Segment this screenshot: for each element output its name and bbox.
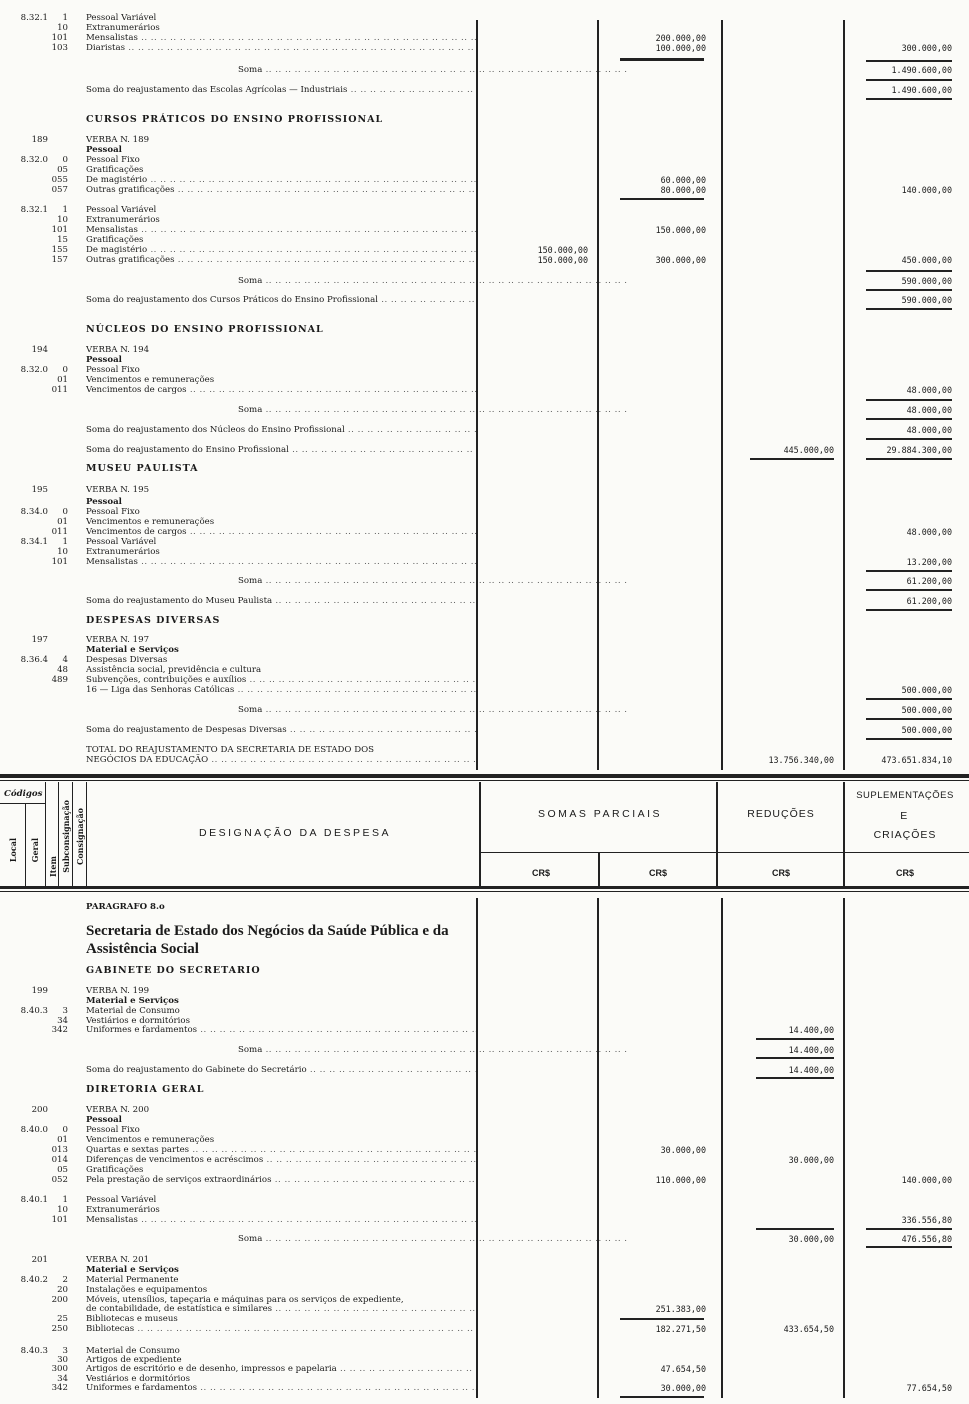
row-description: Artigos de escritório e de desenho, impressos e papelaria .. .. bbox=[86, 1363, 476, 1376]
code-item: 1 bbox=[62, 13, 68, 23]
suplementacoes-value: 48.000,00 bbox=[906, 527, 952, 537]
row-description: Subvenções, contribuições e auxílios .. .. bbox=[86, 674, 476, 687]
row-description: Vencimentos e remunerações bbox=[86, 375, 215, 385]
sum-rule bbox=[866, 609, 952, 611]
suplementacoes-value: 140.000,00 bbox=[901, 1175, 952, 1185]
row-description: Gratificações bbox=[86, 235, 144, 245]
reducoes-value: 445.000,00 bbox=[783, 445, 834, 455]
row-description: Soma do reajustamento dos Núcleos do Ensino Profissional .. .. bbox=[86, 424, 476, 437]
row-description: Pessoal bbox=[86, 355, 122, 365]
code-item: 01 bbox=[57, 1135, 68, 1145]
row-description: Material e Serviços bbox=[86, 996, 179, 1006]
suplementacoes-value: 336.556,80 bbox=[901, 1215, 952, 1225]
code-item: 103 bbox=[51, 43, 68, 53]
ledger-row bbox=[0, 254, 969, 267]
code-item: 011 bbox=[51, 527, 68, 537]
suplementacoes-value: 48.000,00 bbox=[906, 425, 952, 435]
row-description: Pessoal Fixo bbox=[86, 1125, 140, 1135]
ledger-row bbox=[0, 556, 969, 569]
code-local: 8.36.4 bbox=[20, 655, 48, 665]
row-description: Soma .. .. bbox=[238, 575, 628, 588]
header-col-rule bbox=[25, 804, 26, 886]
code-item: 342 bbox=[51, 1025, 68, 1035]
ledger-row bbox=[0, 595, 969, 608]
code-local: 194 bbox=[31, 345, 48, 355]
code-item: 489 bbox=[51, 675, 68, 685]
sum-rule bbox=[866, 270, 952, 272]
code-local: 8.34.1 bbox=[20, 537, 48, 547]
row-description: Vestiários e dormitórios bbox=[86, 1016, 190, 1026]
row-description: VERBA N. 194 bbox=[86, 345, 150, 355]
code-local: 8.32.1 bbox=[20, 13, 48, 23]
code-item: 20 bbox=[57, 1285, 68, 1295]
row-description: De magistério .. .. bbox=[86, 174, 476, 187]
ledger-row bbox=[0, 1064, 969, 1077]
code-item: 101 bbox=[51, 225, 68, 235]
code-local: 8.40.2 bbox=[20, 1275, 48, 1285]
row-description: TOTAL DO REAJUSTAMENTO DA SECRETARIA DE ESTADO DOS bbox=[86, 745, 375, 755]
code-local: 8.40.3 bbox=[20, 1346, 48, 1356]
code-item: 34 bbox=[57, 1374, 68, 1384]
code-item: 34 bbox=[57, 1016, 68, 1026]
row-description: 16 — Liga das Senhoras Católicas .. .. bbox=[86, 684, 476, 697]
code-local: 8.32.0 bbox=[20, 155, 48, 165]
ledger-row bbox=[0, 1214, 969, 1227]
row-description: Outras gratificações .. .. bbox=[86, 254, 476, 267]
row-description: Bibliotecas .. .. bbox=[86, 1323, 476, 1336]
header-local: Local bbox=[8, 838, 18, 863]
header-designacao: DESIGNAÇÃO DA DESPESA bbox=[199, 827, 391, 839]
row-description: VERBA N. 195 bbox=[86, 485, 150, 495]
code-item: 1 bbox=[62, 1195, 68, 1205]
code-item: 3 bbox=[62, 1006, 68, 1016]
row-description: Vencimentos e remunerações bbox=[86, 517, 215, 527]
header-mid-rule bbox=[479, 852, 969, 853]
reducoes-value: 30.000,00 bbox=[788, 1234, 834, 1244]
code-item: 10 bbox=[57, 1205, 68, 1215]
code-item: 0 bbox=[62, 155, 68, 165]
reducoes-value: 14.400,00 bbox=[788, 1065, 834, 1075]
ledger-row bbox=[0, 1233, 969, 1246]
sum-rule bbox=[866, 458, 952, 460]
code-item: 052 bbox=[51, 1175, 68, 1185]
suplementacoes-value: 48.000,00 bbox=[906, 405, 952, 415]
code-local: 8.32.0 bbox=[20, 365, 48, 375]
sum-rule bbox=[866, 289, 952, 291]
header-currency-1: CR$ bbox=[531, 868, 550, 878]
header-criacoes: CRIAÇÕES bbox=[873, 829, 937, 841]
row-description: Soma .. .. bbox=[238, 1233, 628, 1246]
row-description: Soma .. .. bbox=[238, 404, 628, 417]
ledger-row bbox=[0, 294, 969, 307]
section-heading: DIRETORIA GERAL bbox=[86, 1084, 205, 1095]
row-description: NEGÓCIOS DA EDUCAÇÃO .. .. bbox=[86, 754, 476, 767]
code-local: 201 bbox=[31, 1255, 48, 1265]
row-description: Extranumerários bbox=[86, 23, 160, 33]
code-item: 013 bbox=[51, 1145, 68, 1155]
code-local: 8.32.1 bbox=[20, 205, 48, 215]
section-heading: DESPESAS DIVERSAS bbox=[86, 615, 221, 626]
reducoes-value: 433.654,50 bbox=[783, 1324, 834, 1334]
sum-rule bbox=[866, 589, 952, 591]
sum-rule bbox=[866, 1228, 952, 1230]
code-item: 300 bbox=[51, 1364, 68, 1374]
header-e: E bbox=[900, 810, 910, 822]
sum-rule bbox=[866, 60, 952, 62]
ledger-row bbox=[0, 754, 969, 767]
suplementacoes-value: 500.000,00 bbox=[901, 705, 952, 715]
row-description: Pessoal Fixo bbox=[86, 507, 140, 517]
sum-rule bbox=[756, 1057, 834, 1059]
header-currency-3: CR$ bbox=[771, 868, 790, 878]
row-description: Pessoal Variável bbox=[86, 205, 157, 215]
suplementacoes-value: 13.200,00 bbox=[906, 557, 952, 567]
code-item: 200 bbox=[51, 1295, 68, 1305]
code-local: 197 bbox=[31, 635, 48, 645]
row-description: Gratificações bbox=[86, 1165, 144, 1175]
ledger-row bbox=[0, 384, 969, 397]
suplementacoes-value: 476.556,80 bbox=[901, 1234, 952, 1244]
sum-rule bbox=[866, 418, 952, 420]
section-heading: NÚCLEOS DO ENSINO PROFISSIONAL bbox=[86, 324, 324, 335]
suplementacoes-value: 450.000,00 bbox=[901, 255, 952, 265]
sum-rule bbox=[866, 98, 952, 100]
row-description: Soma do reajustamento das Escolas Agrícolas — Industriais .. .. bbox=[86, 84, 476, 97]
suplementacoes-value: 29.884.300,00 bbox=[886, 445, 952, 455]
row-description: Mensalistas .. .. bbox=[86, 1214, 476, 1227]
header-col-rule bbox=[45, 782, 46, 886]
row-description: Instalações e equipamentos bbox=[86, 1285, 208, 1295]
code-item: 01 bbox=[57, 375, 68, 385]
sum-rule bbox=[756, 1038, 834, 1040]
code-item: 05 bbox=[57, 165, 68, 175]
header-currency-4: CR$ bbox=[895, 868, 914, 878]
row-description: Vestiários e dormitórios bbox=[86, 1374, 190, 1384]
row-description: Uniformes e fardamentos .. .. bbox=[86, 1382, 476, 1395]
row-description: Pessoal Variável bbox=[86, 1195, 157, 1205]
suplementacoes-value: 1.490.600,00 bbox=[891, 65, 952, 75]
paragrafo-label: PARAGRAFO 8.o bbox=[86, 902, 165, 912]
sum-rule bbox=[866, 308, 952, 310]
code-item: 014 bbox=[51, 1155, 68, 1165]
sum-rule bbox=[866, 718, 952, 720]
section-heading: CURSOS PRÁTICOS DO ENSINO PROFISSIONAL bbox=[86, 114, 384, 125]
code-item: 155 bbox=[51, 245, 68, 255]
code-item: 1 bbox=[62, 205, 68, 215]
sum-rule bbox=[620, 1396, 704, 1398]
partial-sum-b: 60.000,00 bbox=[660, 175, 706, 185]
header-col-rule bbox=[716, 782, 718, 886]
row-description: Vencimentos de cargos .. .. bbox=[86, 384, 476, 397]
ledger-row bbox=[0, 1024, 969, 1037]
row-description: Mensalistas .. .. bbox=[86, 32, 476, 45]
row-description: Diferenças de vencimentos e acréscimos .. .. bbox=[86, 1154, 476, 1167]
row-description: Soma .. .. bbox=[238, 1044, 628, 1057]
row-description: de contabilidade, de estatística e similares .. .. bbox=[86, 1303, 476, 1316]
ledger-row bbox=[0, 1323, 969, 1336]
sum-rule bbox=[866, 1246, 952, 1248]
partial-sum-b: 200.000,00 bbox=[655, 33, 706, 43]
row-description: Vencimentos de cargos .. .. bbox=[86, 526, 476, 539]
row-description: Assistência social, previdência e cultura bbox=[86, 665, 262, 675]
suplementacoes-value: 61.200,00 bbox=[906, 596, 952, 606]
row-description: Material de Consumo bbox=[86, 1346, 180, 1356]
row-description: Vencimentos e remunerações bbox=[86, 1135, 215, 1145]
row-description: De magistério .. .. bbox=[86, 244, 476, 257]
suplementacoes-value: 500.000,00 bbox=[901, 685, 952, 695]
header-rule-bottom bbox=[0, 886, 969, 889]
suplementacoes-value: 140.000,00 bbox=[901, 185, 952, 195]
row-description: Soma do reajustamento do Ensino Profissional .. .. bbox=[86, 444, 476, 457]
header-codigos: Códigos bbox=[4, 789, 43, 799]
code-local: 199 bbox=[31, 986, 48, 996]
sum-rule bbox=[866, 698, 952, 700]
row-description: Material e Serviços bbox=[86, 645, 179, 655]
code-item: 0 bbox=[62, 507, 68, 517]
row-description: Pessoal Fixo bbox=[86, 155, 140, 165]
ledger-row bbox=[0, 1044, 969, 1057]
code-item: 15 bbox=[57, 235, 68, 245]
partial-sum-a: 150.000,00 bbox=[537, 245, 588, 255]
row-description: Extranumerários bbox=[86, 1205, 160, 1215]
row-description: Pessoal bbox=[86, 1115, 122, 1125]
code-item: 011 bbox=[51, 385, 68, 395]
row-description: Pela prestação de serviços extraordinários .. .. bbox=[86, 1174, 476, 1187]
sum-rule bbox=[866, 399, 952, 401]
row-description: VERBA N. 201 bbox=[86, 1255, 150, 1265]
code-local: 195 bbox=[31, 485, 48, 495]
suplementacoes-value: 590.000,00 bbox=[901, 295, 952, 305]
sum-rule bbox=[866, 738, 952, 740]
reducoes-value: 14.400,00 bbox=[788, 1025, 834, 1035]
code-item: 0 bbox=[62, 1125, 68, 1135]
header-col-rule bbox=[479, 782, 481, 886]
row-description: Material de Consumo bbox=[86, 1006, 180, 1016]
code-item: 10 bbox=[57, 23, 68, 33]
header-subconsignacao: Subconsignação bbox=[61, 800, 71, 873]
suplementacoes-value: 473.651.834,10 bbox=[881, 755, 952, 765]
row-description: Outras gratificações .. .. bbox=[86, 184, 476, 197]
code-item: 101 bbox=[51, 33, 68, 43]
header-codigos-rule bbox=[0, 803, 45, 804]
row-description: Mensalistas .. .. bbox=[86, 556, 476, 569]
sum-rule bbox=[750, 458, 834, 460]
code-item: 1 bbox=[62, 537, 68, 547]
row-description: Pessoal bbox=[86, 145, 122, 155]
sum-rule bbox=[756, 1228, 834, 1230]
section-heading: GABINETE DO SECRETARIO bbox=[86, 965, 261, 976]
ledger-row bbox=[0, 404, 969, 417]
header-consignacao: Consignação bbox=[75, 808, 85, 866]
row-description: VERBA N. 199 bbox=[86, 986, 150, 996]
ledger-row bbox=[0, 724, 969, 737]
row-description: Extranumerários bbox=[86, 547, 160, 557]
sum-rule bbox=[866, 438, 952, 440]
partial-sum-b: 182.271,50 bbox=[655, 1324, 706, 1334]
suplementacoes-value: 590.000,00 bbox=[901, 276, 952, 286]
header-col-rule bbox=[86, 782, 87, 886]
ledger-row bbox=[0, 1382, 969, 1395]
partial-sum-b: 300.000,00 bbox=[655, 255, 706, 265]
code-item: 0 bbox=[62, 365, 68, 375]
code-item: 101 bbox=[51, 1215, 68, 1225]
row-description: VERBA N. 189 bbox=[86, 135, 150, 145]
row-description: VERBA N. 197 bbox=[86, 635, 150, 645]
code-local: 8.40.3 bbox=[20, 1006, 48, 1016]
code-local: 8.34.0 bbox=[20, 507, 48, 517]
ledger-row bbox=[0, 184, 969, 197]
row-description: Pessoal bbox=[86, 497, 122, 507]
sum-rule bbox=[620, 58, 704, 61]
reducoes-value: 30.000,00 bbox=[788, 1155, 834, 1165]
row-description: Pessoal Fixo bbox=[86, 365, 140, 375]
row-description: Soma do reajustamento do Museu Paulista .. .. bbox=[86, 595, 476, 608]
code-local: 200 bbox=[31, 1105, 48, 1115]
header-col-rule bbox=[72, 782, 73, 886]
header-geral: Geral bbox=[30, 838, 40, 863]
row-description: Bibliotecas e museus bbox=[86, 1314, 178, 1324]
reducoes-value: 14.400,00 bbox=[788, 1045, 834, 1055]
code-item: 055 bbox=[51, 175, 68, 185]
code-local: 8.40.0 bbox=[20, 1125, 48, 1135]
header-item: Item bbox=[48, 856, 58, 877]
row-description: Despesas Diversas bbox=[86, 655, 168, 665]
row-description: Soma .. .. bbox=[238, 704, 628, 717]
ledger-row bbox=[0, 424, 969, 437]
sum-rule bbox=[866, 79, 952, 81]
reducoes-value: 13.756.340,00 bbox=[768, 755, 834, 765]
row-description: Móveis, utensílios, tapeçaria e máquinas para os serviços de expediente, bbox=[86, 1295, 404, 1305]
ledger-row bbox=[0, 1174, 969, 1187]
partial-sum-b: 110.000,00 bbox=[655, 1175, 706, 1185]
code-item: 250 bbox=[51, 1324, 68, 1334]
header-col-rule bbox=[58, 782, 59, 886]
code-item: 157 bbox=[51, 255, 68, 265]
code-item: 05 bbox=[57, 1165, 68, 1175]
suplementacoes-value: 48.000,00 bbox=[906, 385, 952, 395]
ledger-row bbox=[0, 704, 969, 717]
code-item: 4 bbox=[62, 655, 68, 665]
header-rule-top-thin bbox=[0, 780, 969, 781]
row-description: Uniformes e fardamentos .. .. bbox=[86, 1024, 476, 1037]
code-item: 25 bbox=[57, 1314, 68, 1324]
row-description: Quartas e sextas partes .. .. bbox=[86, 1144, 476, 1157]
row-description: Diaristas .. .. bbox=[86, 42, 476, 55]
partial-sum-b: 47.654,50 bbox=[660, 1364, 706, 1374]
row-description: Soma do reajustamento de Despesas Diversas .. .. bbox=[86, 724, 476, 737]
sum-rule bbox=[620, 198, 704, 200]
header-rule-bottom-thin bbox=[0, 891, 969, 892]
row-description: Material e Serviços bbox=[86, 1265, 179, 1275]
partial-sum-b: 150.000,00 bbox=[655, 225, 706, 235]
secretaria-title: Secretaria de Estado dos Negócios da Saúde Pública e da Assistência Social bbox=[86, 923, 449, 957]
partial-sum-b: 30.000,00 bbox=[660, 1145, 706, 1155]
code-item: 30 bbox=[57, 1355, 68, 1365]
row-description: Gratificações bbox=[86, 165, 144, 175]
code-item: 057 bbox=[51, 185, 68, 195]
header-rule-top bbox=[0, 774, 969, 778]
header-col-rule bbox=[843, 782, 845, 886]
row-description: Soma .. .. bbox=[238, 275, 628, 288]
header-reducoes: REDUÇÕES bbox=[747, 808, 815, 820]
code-local: 8.40.1 bbox=[20, 1195, 48, 1205]
code-local: 189 bbox=[31, 135, 48, 145]
sum-rule bbox=[866, 570, 952, 572]
suplementacoes-value: 500.000,00 bbox=[901, 725, 952, 735]
section-heading: MUSEU PAULISTA bbox=[86, 463, 199, 474]
code-item: 01 bbox=[57, 517, 68, 527]
row-description: Material Permanente bbox=[86, 1275, 179, 1285]
row-description: Soma .. .. bbox=[238, 64, 628, 77]
header-currency-2: CR$ bbox=[648, 868, 667, 878]
ledger-row bbox=[0, 275, 969, 288]
code-item: 101 bbox=[51, 557, 68, 567]
ledger-row bbox=[0, 84, 969, 97]
suplementacoes-value: 61.200,00 bbox=[906, 576, 952, 586]
row-description: Soma do reajustamento dos Cursos Práticos do Ensino Profissional .. .. bbox=[86, 294, 476, 307]
header-somas-parciais: SOMAS PARCIAIS bbox=[537, 808, 663, 820]
partial-sum-b: 251.383,00 bbox=[655, 1304, 706, 1314]
partial-sum-a: 150.000,00 bbox=[537, 255, 588, 265]
row-description: Pessoal Variável bbox=[86, 13, 157, 23]
code-item: 2 bbox=[62, 1275, 68, 1285]
sum-rule bbox=[756, 1077, 834, 1079]
suplementacoes-value: 1.490.600,00 bbox=[891, 85, 952, 95]
ledger-row bbox=[0, 444, 969, 457]
row-description: VERBA N. 200 bbox=[86, 1105, 150, 1115]
code-item: 10 bbox=[57, 215, 68, 225]
code-item: 48 bbox=[57, 665, 68, 675]
row-description: Artigos de expediente bbox=[86, 1355, 182, 1365]
row-description: Soma do reajustamento do Gabinete do Secretário .. .. bbox=[86, 1064, 476, 1077]
ledger-row bbox=[0, 64, 969, 77]
header-suplementacoes: SUPLEMENTAÇÕES bbox=[856, 790, 954, 801]
partial-sum-b: 80.000,00 bbox=[660, 185, 706, 195]
partial-sum-b: 30.000,00 bbox=[660, 1383, 706, 1393]
partial-sum-b: 100.000,00 bbox=[655, 43, 706, 53]
ledger-row bbox=[0, 575, 969, 588]
row-description: Pessoal Variável bbox=[86, 537, 157, 547]
ledger-row bbox=[0, 684, 969, 697]
suplementacoes-value: 300.000,00 bbox=[901, 43, 952, 53]
code-item: 3 bbox=[62, 1346, 68, 1356]
row-description: Extranumerários bbox=[86, 215, 160, 225]
code-item: 342 bbox=[51, 1383, 68, 1393]
row-description: Mensalistas .. .. bbox=[86, 224, 476, 237]
suplementacoes-value: 77.654,50 bbox=[906, 1383, 952, 1393]
code-item: 10 bbox=[57, 547, 68, 557]
ledger-row bbox=[0, 42, 969, 55]
